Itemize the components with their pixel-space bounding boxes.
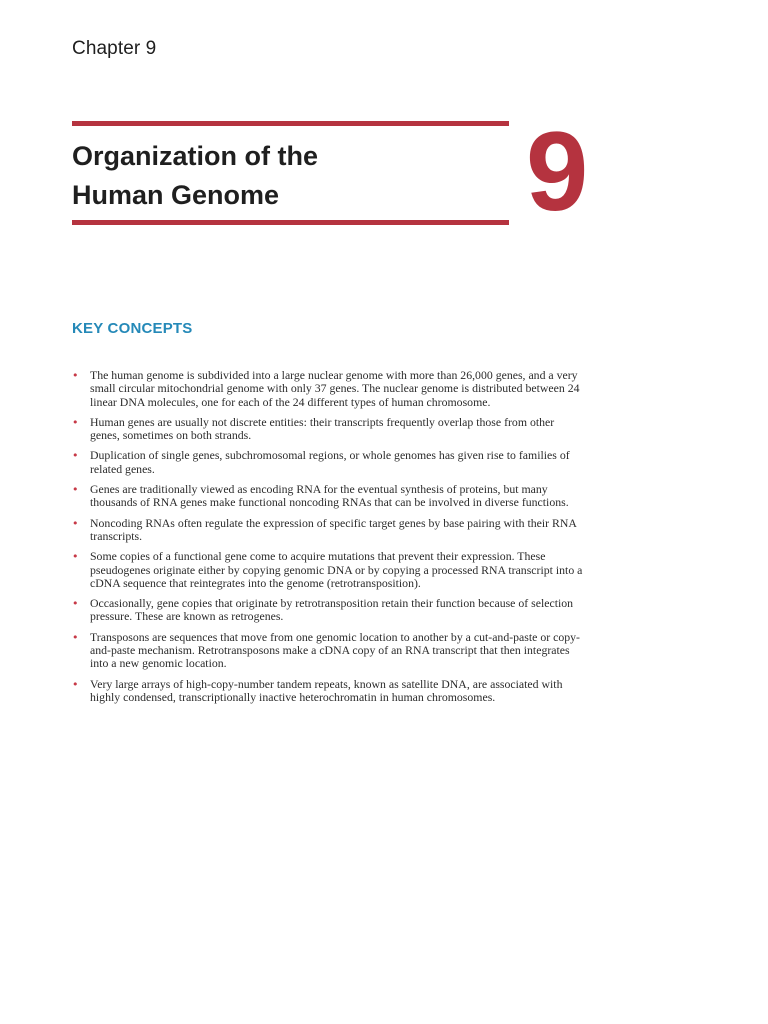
concept-text: Transposons are sequences that move from one genomic location to another by a cut-and-paste or copy-and-paste mechanism. Retrotransposons make a cDNA copy of an RNA transcript that then integrates into a new genomic location.	[90, 629, 580, 671]
bullet-icon: •	[72, 597, 79, 611]
concept-item	[72, 631, 586, 671]
concept-text: The human genome is subdivided into a large nuclear genome with more than 26,000 genes, and a very small circular mitochondrial genome with only 37 genes. The nuclear genome is distributed between 24 linear DNA molecules, one for each of the 24 different types of human chromosome.	[90, 368, 580, 409]
key-concepts-list	[72, 369, 586, 711]
chapter-title	[72, 137, 502, 215]
concept-text: Some copies of a functional gene come to acquire mutations that prevent their expression. These pseudogenes originate either by copying genomic DNA or by copying a processed RNA transcript into a cDNA sequence that reintegrates into the genome (retrotransposition).	[90, 549, 583, 590]
concept-text: Duplication of single genes, subchromosomal regions, or whole genomes has given rise to families of related genes.	[90, 448, 570, 476]
concept-text: Very large arrays of high-copy-number tandem repeats, known as satellite DNA, are associated with highly condensed, transcriptionally inactive heterochromatin in human chromosomes.	[90, 676, 563, 704]
chapter-title-line-2: Human Genome	[72, 180, 280, 210]
concept-item	[72, 449, 586, 476]
title-rule-top	[72, 121, 509, 126]
concept-item	[72, 369, 586, 409]
bullet-icon: •	[72, 483, 79, 497]
concept-item	[72, 483, 586, 510]
bullet-icon: •	[72, 449, 79, 463]
concept-text: Genes are traditionally viewed as encoding RNA for the eventual synthesis of proteins, but many thousands of RNA genes make functional noncoding RNAs that can be involved in diverse functions.	[90, 482, 569, 510]
bullet-icon: •	[72, 415, 79, 429]
title-rule-bottom	[72, 220, 509, 225]
chapter-title-line-1: Organization of the	[72, 141, 318, 171]
concept-item	[72, 678, 586, 705]
concept-item	[72, 416, 586, 443]
bullet-icon: •	[72, 369, 79, 382]
concept-item	[72, 550, 586, 590]
chapter-label: Chapter 9	[72, 38, 157, 59]
bullet-icon: •	[72, 516, 79, 530]
bullet-icon: •	[72, 630, 79, 644]
concept-text: Human genes are usually not discrete entities: their transcripts frequently overlap those from other genes, sometimes on both strands.	[90, 414, 555, 443]
bullet-icon: •	[72, 677, 79, 691]
key-concepts-heading: KEY CONCEPTS	[72, 320, 193, 337]
concept-item	[72, 597, 586, 624]
chapter-number: 9	[526, 109, 589, 234]
bullet-icon: •	[72, 550, 79, 564]
concept-text: Occasionally, gene copies that originate by retrotransposition retain their function because of selection pressure. These are known as retrogenes.	[90, 596, 574, 624]
concept-item	[72, 517, 586, 544]
concept-text: Noncoding RNAs often regulate the expression of specific target genes by base pairing with their RNA transcripts.	[90, 515, 577, 543]
